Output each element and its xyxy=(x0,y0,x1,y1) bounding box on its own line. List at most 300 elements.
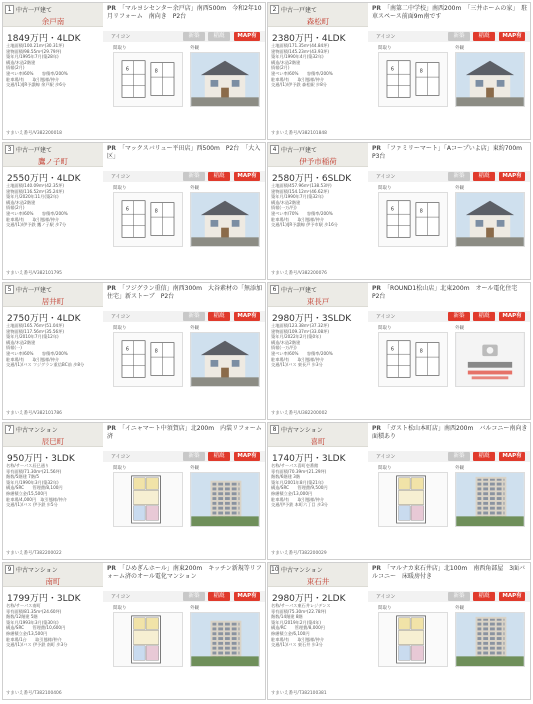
spec-line: 専有面積/71.30m²(21.56坪) xyxy=(6,468,62,474)
spec-line: 駐車場/有 取引態様/仲介 xyxy=(271,76,325,82)
spec-line: 建ぺい率/60% 容積率/200% xyxy=(271,70,333,76)
plan-badge: 稲漑 xyxy=(208,452,230,461)
new-badge: 新築 xyxy=(183,172,205,181)
exterior-caption: 外観 xyxy=(455,46,464,51)
price-layout[interactable]: 2380万円・4LDK xyxy=(272,34,346,44)
spec-line: 修繕積立金/15,500円 xyxy=(6,490,48,496)
spec-line: 駐車場/有 取引態様/仲介 xyxy=(271,216,325,222)
pr-description xyxy=(372,285,530,309)
house-exterior-photo xyxy=(191,193,259,246)
new-badge: 新築 xyxy=(448,592,470,601)
property-type: 中古一戸建て xyxy=(281,7,318,14)
listing-id: すまいえ番号/T382100406 xyxy=(6,691,62,696)
listing-card[interactable] xyxy=(267,562,531,700)
floorplan-image[interactable] xyxy=(378,332,448,387)
area-name[interactable]: 辰巳町 xyxy=(41,437,65,446)
spec-line: 土地面積/457.96m²(138.53坪) xyxy=(271,183,332,188)
condo-exterior-photo xyxy=(456,473,524,526)
exterior-caption: 外観 xyxy=(455,186,464,191)
floor-plan-drawing xyxy=(114,473,182,526)
floor-plan-drawing xyxy=(114,333,182,386)
property-type: 中古一戸建て xyxy=(16,287,53,294)
spec-list xyxy=(271,323,369,368)
property-type: 中古一戸建て xyxy=(16,147,53,154)
spec-line: 築年月/2020年11月(築2年) xyxy=(6,194,59,200)
exterior-image[interactable] xyxy=(455,612,525,667)
floorplan-caption: 間取り xyxy=(378,46,392,51)
icon-label: アイコン xyxy=(376,314,396,320)
spec-line: 階数/14階建 8階 xyxy=(271,614,303,620)
floor-plan-drawing xyxy=(379,473,447,526)
new-badge: 新築 xyxy=(183,592,205,601)
floor-plan-drawing xyxy=(114,53,182,106)
spec-line: 建物面積/98.55m²(29.79坪) xyxy=(6,48,62,54)
floorplan-image[interactable] xyxy=(113,192,183,247)
area-name[interactable]: 南町 xyxy=(45,577,61,586)
listing-card[interactable] xyxy=(2,142,266,280)
spec-list xyxy=(6,43,104,88)
price-layout[interactable]: 950万円・3LDK xyxy=(7,454,75,464)
price-layout[interactable]: 2980万円・2LDK xyxy=(272,594,346,604)
listing-card[interactable] xyxy=(2,282,266,420)
spec-line: 専有面積/75.30m²(22.78坪) xyxy=(271,608,327,614)
floorplan-caption: 間取り xyxy=(113,606,127,611)
svg-text:8: 8 xyxy=(419,69,423,75)
spec-line: 情報(2月) xyxy=(6,65,25,71)
badge-bar xyxy=(368,451,530,462)
listing-header xyxy=(268,423,368,447)
map-button[interactable]: MAP有 xyxy=(234,32,260,41)
floor-plan-drawing xyxy=(379,53,447,106)
spec-line: 構造/木造2階建 xyxy=(6,199,36,205)
listing-id: すまいえ番号/V382200018 xyxy=(6,131,62,136)
area-name[interactable]: 居井町 xyxy=(41,297,65,306)
exterior-caption: 外観 xyxy=(190,186,199,191)
listing-header xyxy=(3,283,103,307)
plan-badge: 稲漑 xyxy=(208,592,230,601)
listing-header xyxy=(3,3,103,27)
price-layout[interactable]: 2550万円・4LDK xyxy=(7,174,81,184)
spec-line: 情報(2月) xyxy=(271,65,290,71)
floorplan-image[interactable] xyxy=(378,472,448,527)
new-badge: 新築 xyxy=(448,32,470,41)
spec-line: 建ぺい率/60% 容積率/200% xyxy=(271,350,333,356)
spec-line: 築年月/1990年3月(築32年) xyxy=(6,479,59,485)
icon-label: アイコン xyxy=(376,34,396,40)
listing-header xyxy=(268,283,368,307)
house-exterior-photo xyxy=(456,53,524,106)
pr-description xyxy=(107,145,265,169)
price-layout[interactable]: 2980万円・3SLDK xyxy=(272,314,352,324)
spec-line: 駐車場/4,000円 取引態様/仲介 xyxy=(6,496,67,502)
floor-plan-drawing xyxy=(379,613,447,666)
listing-number: 3 xyxy=(5,145,14,154)
exterior-caption: 外観 xyxy=(190,466,199,471)
spec-line: 駐車場/有 取引態様/仲介 xyxy=(271,496,325,502)
plan-badge: 稲漑 xyxy=(473,312,495,321)
listing-card[interactable] xyxy=(2,562,266,700)
pr-description xyxy=(107,285,265,309)
badge-bar xyxy=(103,171,265,182)
price-layout[interactable]: 1849万円・4LDK xyxy=(7,34,81,44)
spec-line: 交通/(1)/JR予讃線 余戸駅 歩6分 xyxy=(6,82,67,88)
spec-line: 構造/木造2階建 xyxy=(271,339,301,345)
pr-text: 「南第二中学校」南西200m 「三井ホームの家」 駐車スペース前面9m南です xyxy=(372,5,528,20)
pr-text: 「フジグラン重信」南西300m 大谷素材の「無添加住宅」新ストーブ P2台 xyxy=(107,285,262,300)
listing-header xyxy=(3,143,103,167)
spec-line: 名称/サーパス辰巳通り xyxy=(6,463,50,468)
floorplan-image[interactable] xyxy=(378,612,448,667)
property-type: 中古一戸建て xyxy=(281,287,318,294)
exterior-image[interactable] xyxy=(455,52,525,107)
price-layout[interactable]: 2580万円・6SLDK xyxy=(272,174,352,184)
property-type: 中古マンション xyxy=(281,427,323,434)
plan-badge: 稲漑 xyxy=(473,172,495,181)
spec-line: 駐車場/有 取引態様/仲介 xyxy=(6,356,60,362)
badge-bar xyxy=(368,171,530,182)
area-name[interactable]: 束長戸 xyxy=(306,297,330,306)
listing-number: 5 xyxy=(5,285,14,294)
spec-line: 築年月/2001年8月(築21年) xyxy=(271,479,324,485)
pr-description xyxy=(372,145,530,169)
spec-line: 建物面積/154.12m²(46.62坪) xyxy=(271,188,330,194)
spec-line: 築年月/1995年7月(築28年) xyxy=(6,54,59,60)
floorplan-caption: 間取り xyxy=(113,326,127,331)
floorplan-caption: 間取り xyxy=(113,46,127,51)
floor-plan-drawing xyxy=(379,333,447,386)
spec-list xyxy=(6,183,104,228)
floorplan-image[interactable] xyxy=(113,612,183,667)
property-type: 中古一戸建て xyxy=(16,7,53,14)
pr-label: PR xyxy=(107,145,117,152)
listing-number: 2 xyxy=(270,5,279,14)
spec-line: 交通/(1)/バス 東石井 歩3分 xyxy=(271,642,323,648)
spec-line: 名称/サーパス喜町壱番館 xyxy=(271,463,319,468)
listing-id: すまいえ番号/U382200002 xyxy=(271,411,328,416)
price-layout[interactable]: 1740万円・3LDK xyxy=(272,454,346,464)
spec-line: 交通/(1)/伊予鉄 鷹ノ子駅 歩7分 xyxy=(6,222,67,228)
svg-text:6: 6 xyxy=(125,67,129,73)
listing-card[interactable] xyxy=(267,422,531,560)
pr-text: 「マルヨシセンター余戸店」南西500m 今和2年10月リフォーム 南向き P2台 xyxy=(107,5,262,20)
pr-label: PR xyxy=(372,425,382,432)
badge-bar xyxy=(368,31,530,42)
area-name[interactable]: 喜町 xyxy=(310,437,326,446)
property-type: 中古マンション xyxy=(281,567,323,574)
exterior-image[interactable] xyxy=(455,472,525,527)
new-badge: 新築 xyxy=(183,452,205,461)
pr-label: PR xyxy=(372,565,382,572)
spec-line: 交通/(1)/バス 伊予鉄 南町 歩3分 xyxy=(6,642,68,648)
svg-text:6: 6 xyxy=(125,207,129,213)
spec-line: 構造/SRC 管理費/8,100円 xyxy=(6,485,63,491)
exterior-image[interactable] xyxy=(455,332,525,387)
spec-line: 建物面積/109.37m²(33.08坪) xyxy=(271,328,330,334)
spec-line: 交通/(1)/バス フジグラン重信BC前 歩8分 xyxy=(6,362,85,368)
map-button[interactable]: MAP有 xyxy=(234,452,260,461)
listing-card[interactable] xyxy=(2,2,266,140)
exterior-caption: 外観 xyxy=(455,326,464,331)
condo-exterior-photo xyxy=(456,613,524,666)
map-button[interactable]: MAP有 xyxy=(499,592,525,601)
pr-description xyxy=(107,565,265,589)
spec-line: 築年月/2022年2月(築0年) xyxy=(271,334,321,340)
spec-line: 土地面積/100.21m²(30.31坪) xyxy=(6,43,65,48)
floor-plan-drawing xyxy=(114,613,182,666)
pr-description xyxy=(107,425,265,449)
badge-bar xyxy=(368,311,530,322)
floorplan-caption: 間取り xyxy=(113,186,127,191)
no-photo-placeholder xyxy=(456,333,524,386)
floorplan-caption: 間取り xyxy=(378,186,392,191)
area-name[interactable]: 伊予市稲荷 xyxy=(299,157,337,166)
listing-header xyxy=(3,423,103,447)
spec-line: 構造/SRC 管理費/9,500円 xyxy=(271,485,328,491)
exterior-image[interactable] xyxy=(190,332,260,387)
floorplan-image[interactable] xyxy=(113,52,183,107)
spec-line: 土地面積/165.76m²(51.04坪) xyxy=(6,323,65,328)
spec-line: 築年月/2019年2月(築4年) xyxy=(271,619,321,625)
spec-line: 情報(一万/円) xyxy=(271,205,297,211)
pr-description xyxy=(372,565,530,589)
floorplan-caption: 間取り xyxy=(113,466,127,471)
spec-line: 築年月/1990年7月(築32年) xyxy=(271,194,324,200)
spec-line: 土地面積/171.35m²(44.84坪) xyxy=(271,43,330,48)
spec-line: 情報(一万/円) xyxy=(271,345,297,351)
plan-badge: 稲漑 xyxy=(208,172,230,181)
exterior-caption: 外観 xyxy=(190,46,199,51)
spec-line: 築年月/1990年4月(築32年) xyxy=(271,54,324,60)
icon-label: アイコン xyxy=(376,174,396,180)
svg-text:8: 8 xyxy=(419,349,423,355)
exterior-caption: 外観 xyxy=(455,606,464,611)
exterior-image[interactable] xyxy=(190,612,260,667)
price-layout[interactable]: 1799万円・3LDK xyxy=(7,594,81,604)
spec-line: 土地面積/140.09m²(42.35坪) xyxy=(6,183,65,188)
spec-line: 駐車場/有 取引態様/仲介 xyxy=(6,76,60,82)
pr-label: PR xyxy=(107,5,117,12)
spec-line: 築年月/2010年7月(築12年) xyxy=(6,334,59,340)
svg-text:6: 6 xyxy=(390,67,394,73)
badge-bar xyxy=(103,311,265,322)
pr-description xyxy=(107,5,265,29)
area-name[interactable]: 束石井 xyxy=(306,577,330,586)
badge-bar xyxy=(103,31,265,42)
spec-list xyxy=(6,463,104,508)
listing-header xyxy=(3,563,103,587)
floorplan-image[interactable] xyxy=(113,472,183,527)
listing-id: すまいえ番号/V382101786 xyxy=(6,411,62,416)
pr-label: PR xyxy=(372,145,382,152)
plan-badge: 稲漑 xyxy=(473,32,495,41)
pr-label: PR xyxy=(107,425,117,432)
svg-text:8: 8 xyxy=(419,209,423,215)
exterior-caption: 外観 xyxy=(455,466,464,471)
floorplan-image[interactable] xyxy=(378,192,448,247)
exterior-image[interactable] xyxy=(190,472,260,527)
map-button[interactable]: MAP有 xyxy=(499,452,525,461)
listing-id: すまいえ番号/T382200022 xyxy=(6,551,62,556)
exterior-caption: 外観 xyxy=(190,606,199,611)
spec-line: 建物面積/145.23m²(43.93坪) xyxy=(271,48,330,54)
spec-line: 駐車場/1台 取引態様/仲介 xyxy=(6,636,62,642)
pr-text: 「ファミリーマート」「Aコープいよ店」東約700m P3台 xyxy=(372,145,529,160)
spec-line: 情報(一) xyxy=(6,345,22,351)
spec-line: 専有面積/70.39m²(21.29坪) xyxy=(271,468,327,474)
spec-line: 交通/(1)/バス 伊予鉄 歩5分 xyxy=(6,502,58,508)
listing-id: すまいえ番号/V382200076 xyxy=(271,271,327,276)
spec-line: 構造/木造2階建 xyxy=(271,199,301,205)
icon-label: アイコン xyxy=(376,594,396,600)
plan-badge: 稲漑 xyxy=(208,312,230,321)
listing-number: 8 xyxy=(270,425,279,434)
spec-line: 建ぺい率/60% 容積率/200% xyxy=(6,350,68,356)
svg-text:6: 6 xyxy=(125,347,129,353)
plan-badge: 稲漑 xyxy=(208,32,230,41)
listing-card[interactable] xyxy=(267,142,531,280)
pr-label: PR xyxy=(372,5,382,12)
exterior-image[interactable] xyxy=(190,192,260,247)
spec-line: 修繕積立金/13,000円 xyxy=(271,490,313,496)
area-name[interactable]: 鷹ノ子町 xyxy=(38,157,68,166)
map-button[interactable]: MAP有 xyxy=(499,32,525,41)
spec-line: 修繕積立金/13,500円 xyxy=(6,630,48,636)
floorplan-image[interactable] xyxy=(378,52,448,107)
spec-line: 名称/サーパス南町 xyxy=(6,603,41,608)
pr-text: 「ひめぎんホール」南東200m キッチン新規等リフォーム済のオール電化マンション xyxy=(107,565,262,580)
listing-id: すまいえ番号/V382101795 xyxy=(6,271,62,276)
icon-label: アイコン xyxy=(111,174,131,180)
svg-text:8: 8 xyxy=(154,69,158,75)
badge-bar xyxy=(103,591,265,602)
spec-list xyxy=(271,43,369,88)
listing-number: 10 xyxy=(271,566,279,573)
listing-id: すまいえ番号/T382200029 xyxy=(271,551,327,556)
map-button[interactable]: MAP有 xyxy=(499,172,525,181)
spec-line: 土地面積/123.38m²(37.32坪) xyxy=(271,323,330,328)
spec-list xyxy=(271,463,369,508)
spec-line: 建ぺい率/60% 容積率/200% xyxy=(6,70,68,76)
svg-text:6: 6 xyxy=(390,347,394,353)
spec-line: 交通/(1)/JR予讃線 伊予市駅 歩16分 xyxy=(271,222,338,228)
house-exterior-photo xyxy=(191,53,259,106)
spec-line: 専有面積/81.35m²(24.60坪) xyxy=(6,608,62,614)
exterior-image[interactable] xyxy=(455,192,525,247)
floorplan-image[interactable] xyxy=(113,332,183,387)
spec-line: 交通/伊予鉄 本町六丁目 歩3分 xyxy=(271,502,328,508)
pr-description xyxy=(372,425,533,449)
map-button[interactable]: MAP有 xyxy=(234,312,260,321)
spec-line: 建ぺい率/70% 容積率/200% xyxy=(271,210,333,216)
spec-line: 名称/サーパス東石井レジデンス xyxy=(271,603,331,608)
exterior-caption: 外観 xyxy=(190,326,199,331)
listing-card[interactable] xyxy=(2,422,266,560)
plan-badge: 稲漑 xyxy=(473,592,495,601)
pr-label: PR xyxy=(372,285,382,292)
spec-line: 駐車場/有 取引態様/仲介 xyxy=(6,216,60,222)
spec-line: 交通/(1)/伊予鉄 森松駅 歩8分 xyxy=(271,82,327,88)
listing-id: すまいえ番号/V382101848 xyxy=(271,131,327,136)
pr-description xyxy=(372,5,530,29)
spec-list xyxy=(6,603,104,648)
pr-text: 「ROUND1松山店」北東200m オール電化住宅 P2台 xyxy=(372,285,524,300)
spec-line: 建ぺい率/60% 容積率/200% xyxy=(6,210,68,216)
spec-line: 交通/(1)/バス 東長戸 歩3分 xyxy=(271,362,323,368)
svg-text:6: 6 xyxy=(390,207,394,213)
plan-badge: 稲漑 xyxy=(473,452,495,461)
property-type: 中古マンション xyxy=(16,567,58,574)
listing-id: すまいえ番号/T382100381 xyxy=(271,691,327,696)
map-button[interactable]: MAP有 xyxy=(234,592,260,601)
map-button[interactable]: MAP有 xyxy=(499,312,525,321)
listing-header xyxy=(268,3,368,27)
condo-exterior-photo xyxy=(191,473,259,526)
spec-line: 建物面積/116.52m²(35.24坪) xyxy=(6,188,65,194)
spec-line: 構造/木造2階建 xyxy=(6,339,36,345)
svg-text:8: 8 xyxy=(154,349,158,355)
spec-line: 駐車場/有 取引態様/仲介 xyxy=(271,356,325,362)
listing-number: 7 xyxy=(5,425,14,434)
spec-line: 階数/5階建 7階/5 xyxy=(6,474,40,480)
listing-number: 1 xyxy=(5,5,14,14)
area-name[interactable]: 余戸南 xyxy=(41,17,65,26)
spec-line: 情報(2月) xyxy=(6,205,25,211)
spec-line: 構造/RC 管理費/8,000円 xyxy=(271,625,325,631)
new-badge: 新築 xyxy=(183,32,205,41)
new-badge: 新築 xyxy=(448,312,470,321)
listing-number: 4 xyxy=(270,145,279,154)
badge-bar xyxy=(103,451,265,462)
pr-text: 「イニャマート中須賀店」北200m 内装リフォーム済 xyxy=(107,425,262,440)
spec-line: 構造/木造2階建 xyxy=(271,59,301,65)
listing-card[interactable] xyxy=(267,2,531,140)
property-type: 中古マンション xyxy=(16,427,58,434)
price-layout[interactable]: 2750万円・4LDK xyxy=(7,314,81,324)
pr-text: 「マルナカ束石井店」北100m 南西角部屋 3面バルコニー 床暖房付き xyxy=(372,565,526,580)
icon-label: アイコン xyxy=(111,34,131,40)
listing-card[interactable] xyxy=(267,282,531,420)
spec-line: 構造/木造2階建 xyxy=(6,59,36,65)
map-button[interactable]: MAP有 xyxy=(234,172,260,181)
pr-text: 「ガスト松山本町店」南西200m バルコニー南向き 面積あり xyxy=(372,425,533,440)
spec-list xyxy=(271,183,369,228)
house-exterior-photo xyxy=(456,193,524,246)
floorplan-caption: 間取り xyxy=(378,466,392,471)
floorplan-caption: 間取り xyxy=(378,326,392,331)
spec-line: 構造/SRC 管理費/10,600円 xyxy=(6,625,66,631)
listing-number: 9 xyxy=(5,565,14,574)
icon-label: アイコン xyxy=(111,454,131,460)
icon-label: アイコン xyxy=(376,454,396,460)
floor-plan-drawing xyxy=(379,193,447,246)
pr-text: 「マックスバリュー平田店」西500m P2台 「大入区」 xyxy=(107,145,261,160)
exterior-image[interactable] xyxy=(190,52,260,107)
spec-list xyxy=(271,603,369,648)
listing-number: 6 xyxy=(270,285,279,294)
icon-label: アイコン xyxy=(111,594,131,600)
svg-text:8: 8 xyxy=(154,209,158,215)
floor-plan-drawing xyxy=(114,193,182,246)
new-badge: 新築 xyxy=(448,452,470,461)
house-exterior-photo xyxy=(191,333,259,386)
condo-exterior-photo xyxy=(191,613,259,666)
spec-line: 階数/6階建 3階 xyxy=(271,474,301,480)
pr-label: PR xyxy=(107,285,117,292)
spec-line: 築年月/1993年3月(築30年) xyxy=(6,619,59,625)
area-name[interactable]: 森松町 xyxy=(306,17,330,26)
badge-bar xyxy=(368,591,530,602)
spec-list xyxy=(6,323,104,368)
